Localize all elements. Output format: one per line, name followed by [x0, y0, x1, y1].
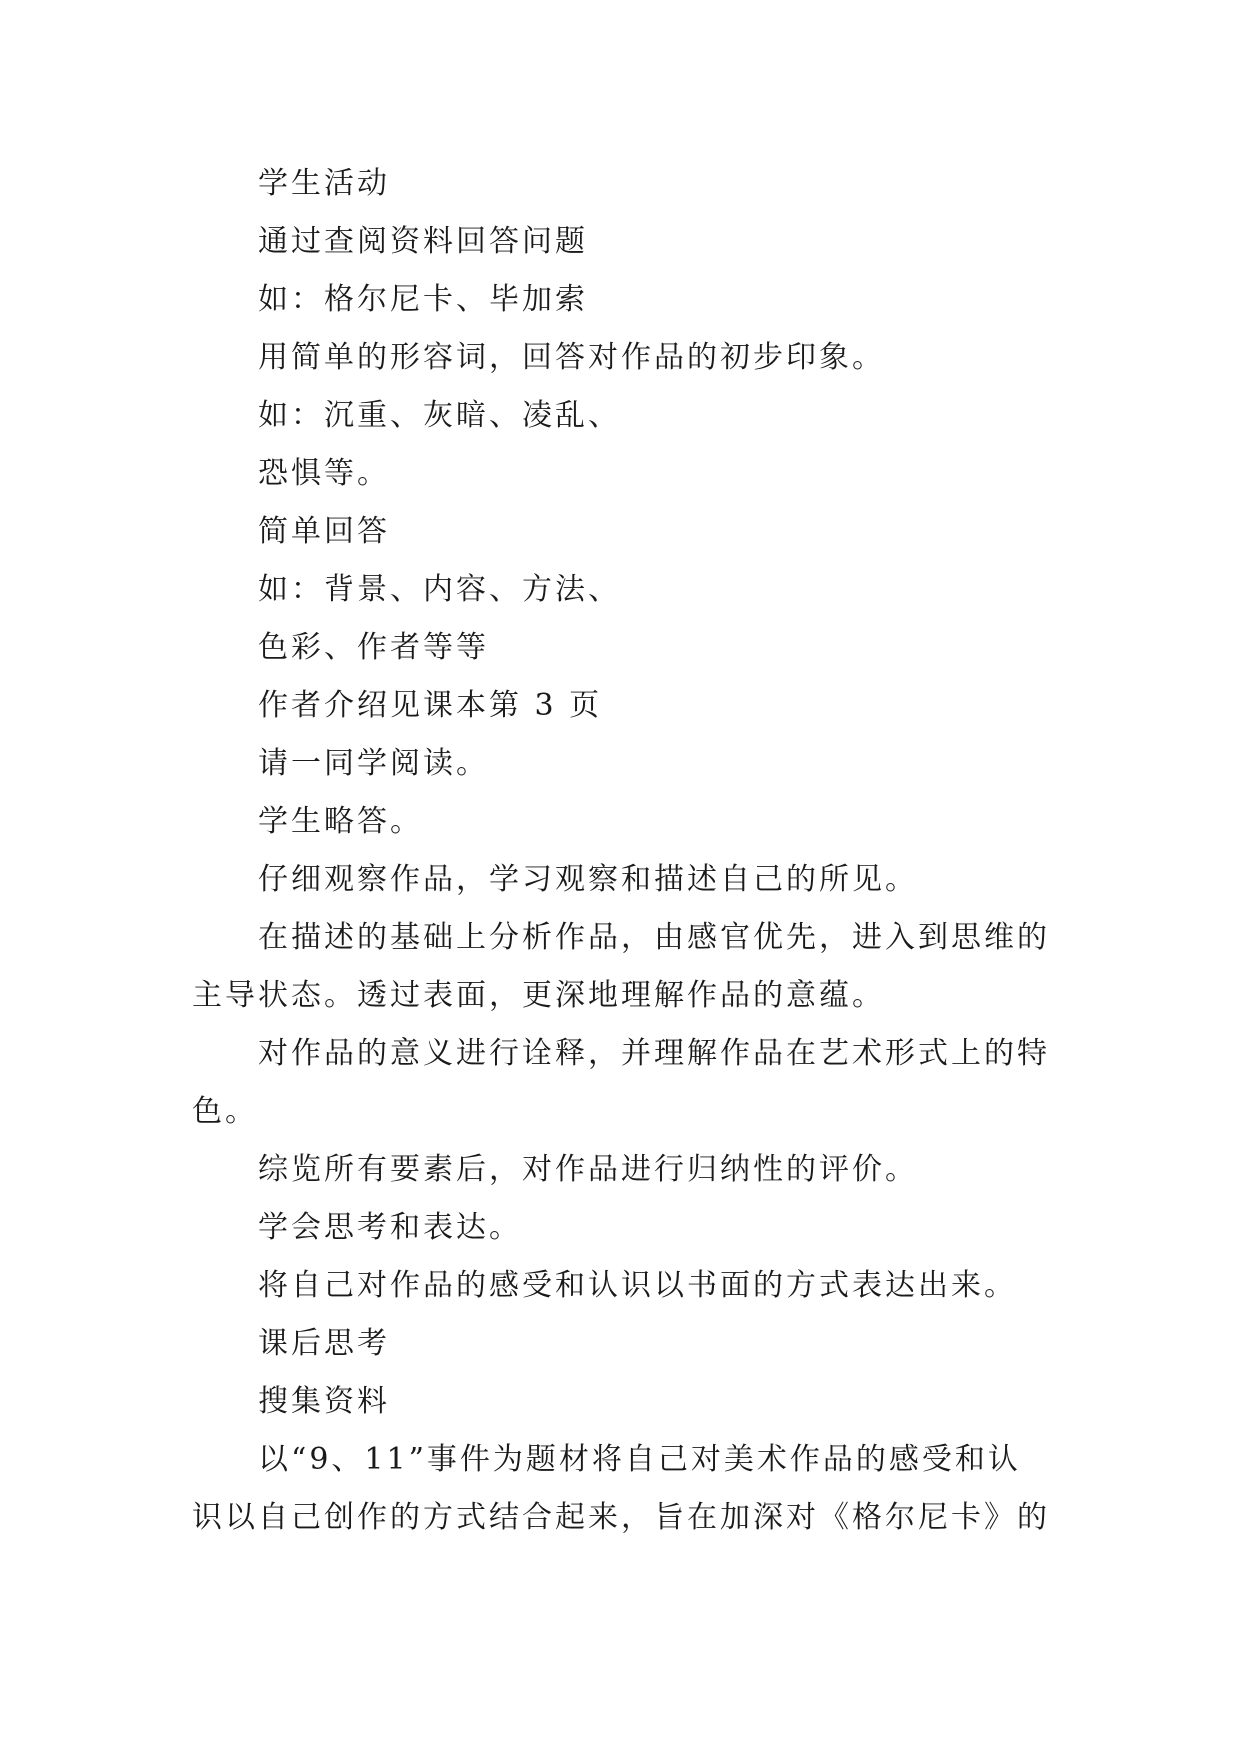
paragraph-color-author: 色彩、作者等等	[258, 630, 489, 665]
paragraph-simple-answer: 简单回答	[258, 514, 390, 549]
paragraph-fear-etc: 恐惧等。	[258, 456, 390, 491]
paragraph-observe-work: 仔细观察作品，学习观察和描述自己的所见。	[258, 862, 918, 897]
paragraph-collect-materials: 搜集资料	[258, 1384, 390, 1419]
paragraph-evaluate-work: 综览所有要素后，对作品进行归纳性的评价。	[258, 1152, 918, 1187]
paragraph-example-guernica: 如：格尔尼卡、毕加索	[258, 282, 588, 317]
paragraph-creation-task: 以“9、11”事件为题材将自己对美术作品的感受和认识以自己创作的方式结合起来，旨在加深对《格尔尼卡》的	[192, 1442, 1050, 1535]
paragraph-read-aloud: 请一同学阅读。	[258, 746, 489, 781]
paragraph-think-express: 学会思考和表达。	[258, 1210, 522, 1245]
paragraph-first-impression: 用简单的形容词，回答对作品的初步印象。	[258, 340, 885, 375]
paragraph-brief-answer: 学生略答。	[258, 804, 423, 839]
paragraph-student-activity: 学生活动	[258, 166, 390, 201]
paragraph-example-aspects: 如：背景、内容、方法、	[258, 572, 621, 607]
paragraph-answer-by-research: 通过查阅资料回答问题	[258, 224, 588, 259]
paragraph-written-expression: 将自己对作品的感受和认识以书面的方式表达出来。	[258, 1268, 1017, 1303]
paragraph-interpret-work: 对作品的意义进行诠释，并理解作品在艺术形式上的特色。	[192, 1036, 1050, 1129]
document-body	[192, 155, 1052, 1547]
paragraph-analyze-work: 在描述的基础上分析作品，由感官优先，进入到思维的主导状态。透过表面，更深地理解作品的意蕴。	[192, 920, 1050, 1013]
paragraph-after-class: 课后思考	[258, 1326, 390, 1361]
paragraph-example-adjectives: 如：沉重、灰暗、凌乱、	[258, 398, 621, 433]
paragraph-author-intro: 作者介绍见课本第 3 页	[258, 688, 603, 723]
